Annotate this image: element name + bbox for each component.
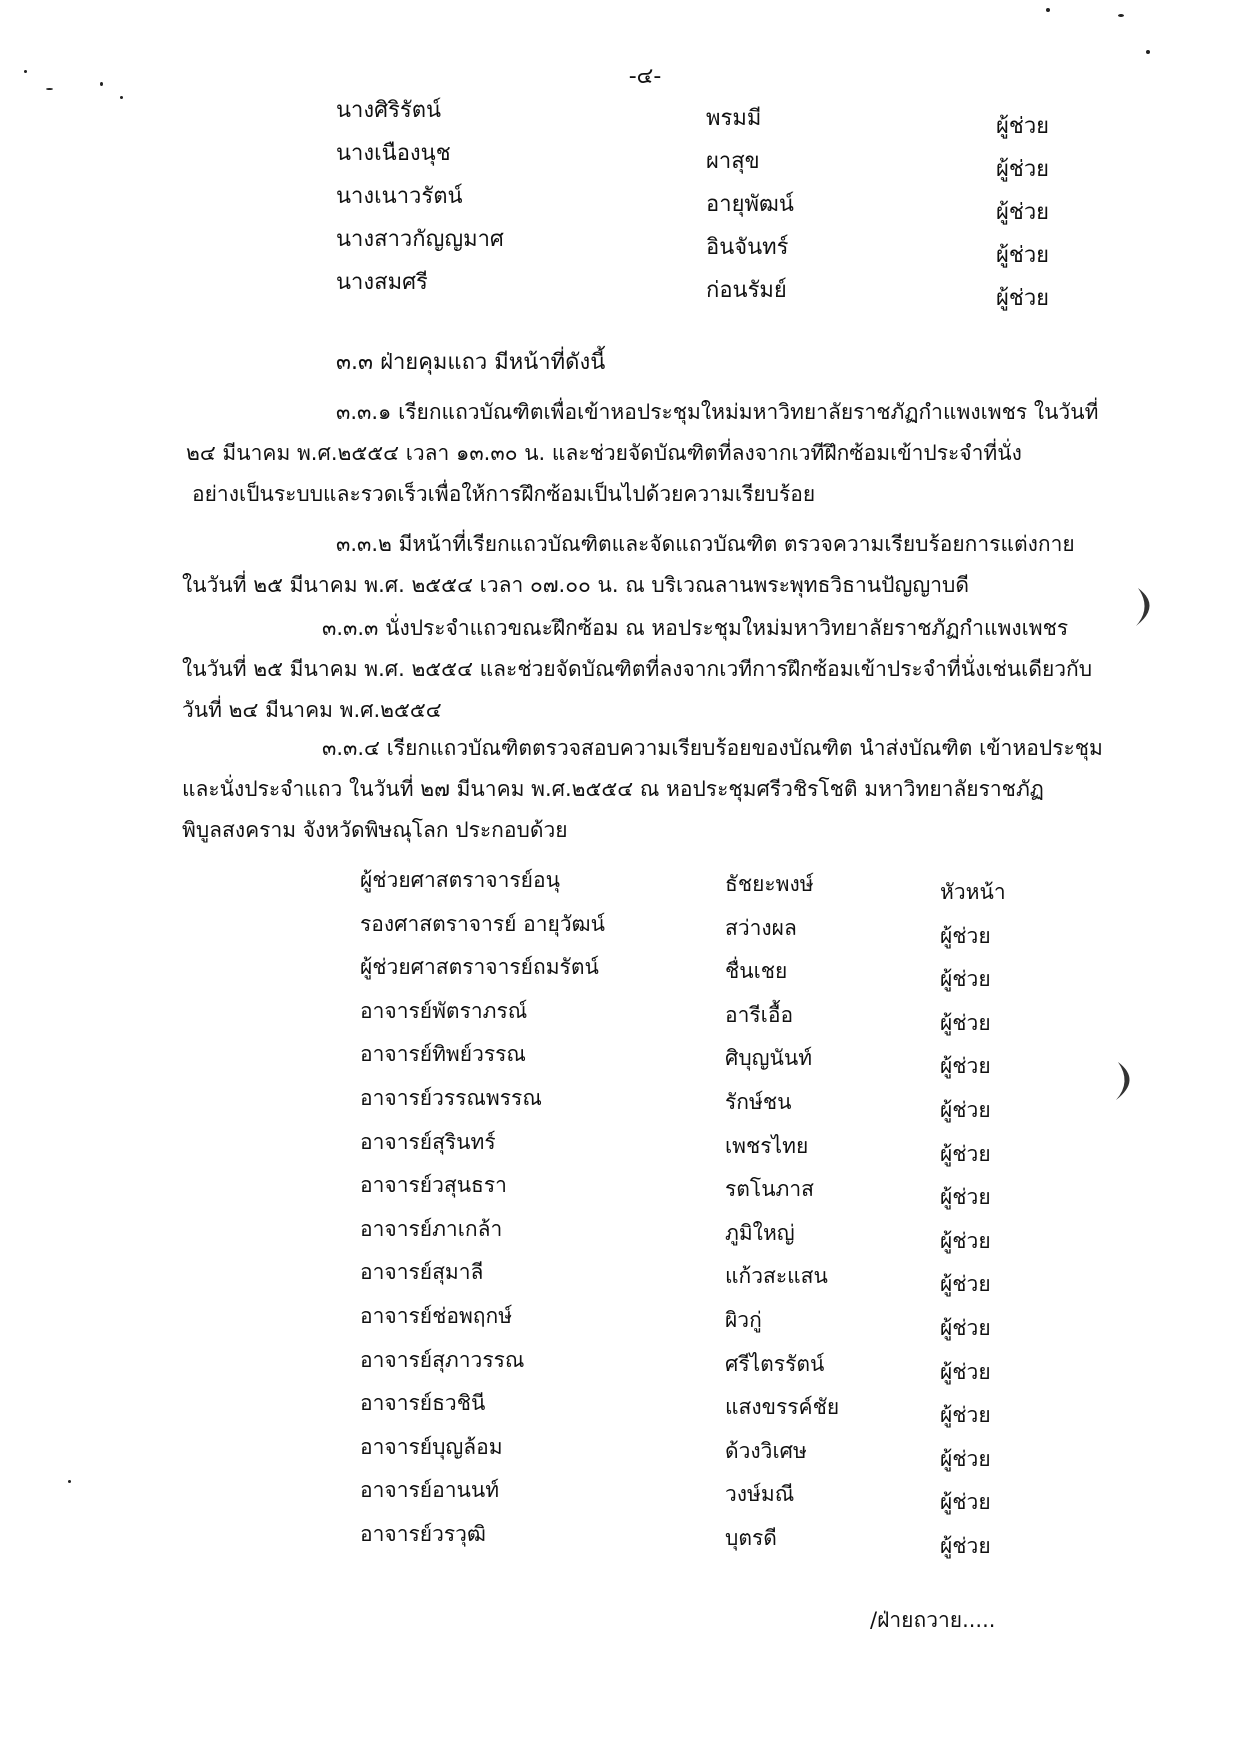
- list-item: [360, 1474, 1080, 1518]
- person-first-name: นางสาวกัญญมาศ: [336, 227, 504, 252]
- person-role: ผู้ช่วย: [940, 1141, 991, 1166]
- person-first-name: อาจารย์ธวชินี: [360, 1391, 486, 1416]
- list-item: [360, 1300, 1080, 1344]
- person-role: ผู้ช่วย: [940, 1010, 991, 1035]
- person-last-name: ศิบุญนันท์: [725, 1046, 813, 1071]
- list-item: [360, 908, 1080, 952]
- person-last-name: บุตรดี: [725, 1525, 777, 1550]
- person-first-name: อาจารย์วรวุฒิ: [360, 1521, 486, 1546]
- person-role: ผู้ช่วย: [940, 1097, 991, 1122]
- list-item: [360, 1169, 1080, 1213]
- duty-paragraph: [182, 728, 1103, 851]
- person-role: หัวหน้า: [940, 880, 1006, 904]
- list-item: [360, 1256, 1080, 1300]
- section-heading: ๓.๓ ฝ่ายคุมแถว มีหน้าที่ดังนี้: [336, 350, 606, 375]
- scan-speck: [1118, 14, 1124, 17]
- person-last-name: ชื่นเชย: [725, 959, 788, 984]
- person-role: ผู้ช่วย: [940, 1403, 991, 1428]
- person-last-name: รักษ์ชน: [725, 1089, 792, 1114]
- paragraph-line: ในวันที่ ๒๕ มีนาคม พ.ศ. ๒๕๕๔ เวลา ๐๗.๐๐ น. ณ บริเวณลานพระพุทธวิธานปัญญาบดี: [182, 573, 970, 597]
- punch-hole-mark: [1132, 584, 1166, 630]
- person-last-name: อายุพัฒน์: [706, 192, 794, 217]
- person-role: ผู้ช่วย: [940, 1185, 991, 1210]
- person-last-name: แก้วสะแสน: [725, 1264, 828, 1289]
- person-first-name: อาจารย์ทิพย์วรรณ: [360, 1042, 526, 1067]
- paragraph-line: ในวันที่ ๒๕ มีนาคม พ.ศ. ๒๕๕๔ และช่วยจัดบัณฑิตที่ลงจากเวทีการฝึกซ้อมเข้าประจำที่นั่งเช่นเดียวกับ: [182, 657, 1093, 681]
- person-first-name: อาจารย์ช่อพฤกษ์: [360, 1303, 513, 1328]
- person-last-name: พรมมี: [706, 106, 762, 131]
- person-first-name: ผู้ช่วยศาสตราจารย์ถมรัตน์: [360, 955, 599, 980]
- scan-speck: [1146, 50, 1150, 54]
- list-item: [336, 264, 1076, 311]
- paragraph-line: ๒๔ มีนาคม พ.ศ.๒๕๕๔ เวลา ๑๓.๓๐ น. และช่วยจัดบัณฑิตที่ลงจากเวทีฝึกซ้อมเข้าประจำที่นั่ง: [186, 441, 1022, 465]
- person-role: ผู้ช่วย: [940, 1533, 991, 1558]
- person-first-name: อาจารย์ภาเกล้า: [360, 1216, 503, 1241]
- scan-speck: [1046, 8, 1050, 12]
- page-number: -๔-: [628, 64, 662, 89]
- person-last-name: อินจันทร์: [706, 235, 789, 260]
- punch-hole-mark: [1112, 1058, 1146, 1104]
- list-item: [360, 951, 1080, 995]
- list-item: [360, 1518, 1080, 1562]
- person-first-name: อาจารย์วสุนธรา: [360, 1173, 507, 1198]
- duty-paragraph: [182, 524, 1086, 606]
- list-item: [336, 221, 1076, 268]
- paragraph-line: ๓.๓.๔ เรียกแถวบัณฑิตตรวจสอบความเรียบร้อยของบัณฑิต นำส่งบัณฑิต เข้าหอประชุม: [322, 736, 1103, 760]
- person-last-name: ศรีไตรรัตน์: [725, 1351, 825, 1376]
- person-last-name: วงษ์มณี: [725, 1482, 795, 1507]
- list-item: [360, 864, 1080, 908]
- paragraph-line: ๓.๓.๑ เรียกแถวบัณฑิตเพื่อเข้าหอประชุมใหม่มหาวิทยาลัยราชภัฏกำแพงเพชร ในวันที่: [336, 400, 1099, 424]
- staff-list-top: [336, 92, 1076, 311]
- person-last-name: รตโนภาส: [725, 1177, 815, 1202]
- person-role: ผู้ช่วย: [996, 286, 1050, 311]
- paragraph-line: ๓.๓.๓ นั่งประจำแถวขณะฝึกซ้อม ณ หอประชุมใหม่มหาวิทยาลัยราชภัฏกำแพงเพชร: [322, 616, 1069, 640]
- person-first-name: นางเนืองนุช: [336, 141, 451, 166]
- person-last-name: ผาสุข: [706, 149, 760, 174]
- list-item: [336, 92, 1076, 139]
- person-first-name: อาจารย์บุญล้อม: [360, 1434, 503, 1459]
- person-role: ผู้ช่วย: [940, 967, 991, 992]
- list-item: [336, 135, 1076, 182]
- person-first-name: ผู้ช่วยศาสตราจารย์อนุ: [360, 868, 560, 892]
- person-first-name: อาจารย์อานนท์: [360, 1478, 500, 1503]
- scan-speck: [68, 1480, 71, 1483]
- paragraph-line: ๓.๓.๒ มีหน้าที่เรียกแถวบัณฑิตและจัดแถวบัณฑิต ตรวจความเรียบร้อยการแต่งกาย: [336, 532, 1075, 556]
- paragraph-line: พิบูลสงคราม จังหวัดพิษณุโลก ประกอบด้วย: [182, 818, 568, 842]
- person-first-name: อาจารย์สุภาวรรณ: [360, 1347, 525, 1372]
- person-last-name: ธัชยะพงษ์: [725, 872, 814, 896]
- duty-paragraph: [182, 608, 1093, 731]
- person-last-name: แสงขรรค์ชัย: [725, 1395, 840, 1420]
- person-last-name: สว่างผล: [725, 915, 797, 940]
- list-item: [360, 1038, 1080, 1082]
- person-role: ผู้ช่วย: [940, 923, 991, 948]
- duty-paragraph: [186, 392, 1099, 515]
- person-role: ผู้ช่วย: [996, 243, 1050, 268]
- person-first-name: รองศาสตราจารย์ อายุวัฒน์: [360, 911, 605, 936]
- person-role: ผู้ช่วย: [940, 1228, 991, 1253]
- staff-list-bottom: [360, 864, 1080, 1562]
- person-first-name: อาจารย์สุมาลี: [360, 1260, 484, 1285]
- paragraph-line: วันที่ ๒๔ มีนาคม พ.ศ.๒๕๕๔: [182, 698, 442, 722]
- person-first-name: อาจารย์สุรินทร์: [360, 1129, 496, 1154]
- person-role: ผู้ช่วย: [940, 1359, 991, 1384]
- paragraph-line: อย่างเป็นระบบและรวดเร็วเพื่อให้การฝึกซ้อมเป็นไปด้วยความเรียบร้อย: [192, 482, 816, 506]
- person-first-name: นางเนาวรัตน์: [336, 184, 463, 209]
- person-first-name: นางศิริรัตน์: [336, 98, 442, 123]
- person-role: ผู้ช่วย: [940, 1490, 991, 1515]
- person-role: ผู้ช่วย: [940, 1054, 991, 1079]
- next-page-continuation: /ฝ่ายถวาย.....: [870, 1608, 996, 1632]
- paragraph-line: และนั่งประจำแถว ในวันที่ ๒๗ มีนาคม พ.ศ.๒๕๕๔ ณ หอประชุมศรีวชิรโชติ มหาวิทยาลัยราชภัฏ: [182, 777, 1044, 801]
- list-item: [360, 1431, 1080, 1475]
- person-role: ผู้ช่วย: [996, 157, 1050, 182]
- list-item: [336, 178, 1076, 225]
- person-first-name: นางสมศรี: [336, 270, 428, 295]
- person-last-name: ผิวกู่: [725, 1307, 762, 1332]
- person-role: ผู้ช่วย: [996, 200, 1050, 225]
- list-item: [360, 1387, 1080, 1431]
- person-first-name: อาจารย์วรรณพรรณ: [360, 1085, 542, 1110]
- person-role: ผู้ช่วย: [940, 1272, 991, 1297]
- person-role: ผู้ช่วย: [940, 1315, 991, 1340]
- person-role: ผู้ช่วย: [996, 114, 1050, 139]
- person-last-name: ภูมิใหญ่: [725, 1220, 795, 1245]
- list-item: [360, 1213, 1080, 1257]
- person-last-name: เพชรไทย: [725, 1133, 809, 1158]
- person-last-name: ด้วงวิเศษ: [725, 1438, 807, 1463]
- person-last-name: ก่อนรัมย์: [706, 278, 787, 303]
- person-role: ผู้ช่วย: [940, 1446, 991, 1471]
- list-item: [360, 995, 1080, 1039]
- scan-speck: [120, 96, 123, 99]
- person-last-name: อารีเอื้อ: [725, 1002, 794, 1027]
- list-item: [360, 1082, 1080, 1126]
- list-item: [360, 1344, 1080, 1388]
- list-item: [360, 1126, 1080, 1170]
- person-first-name: อาจารย์พัตราภรณ์: [360, 998, 528, 1023]
